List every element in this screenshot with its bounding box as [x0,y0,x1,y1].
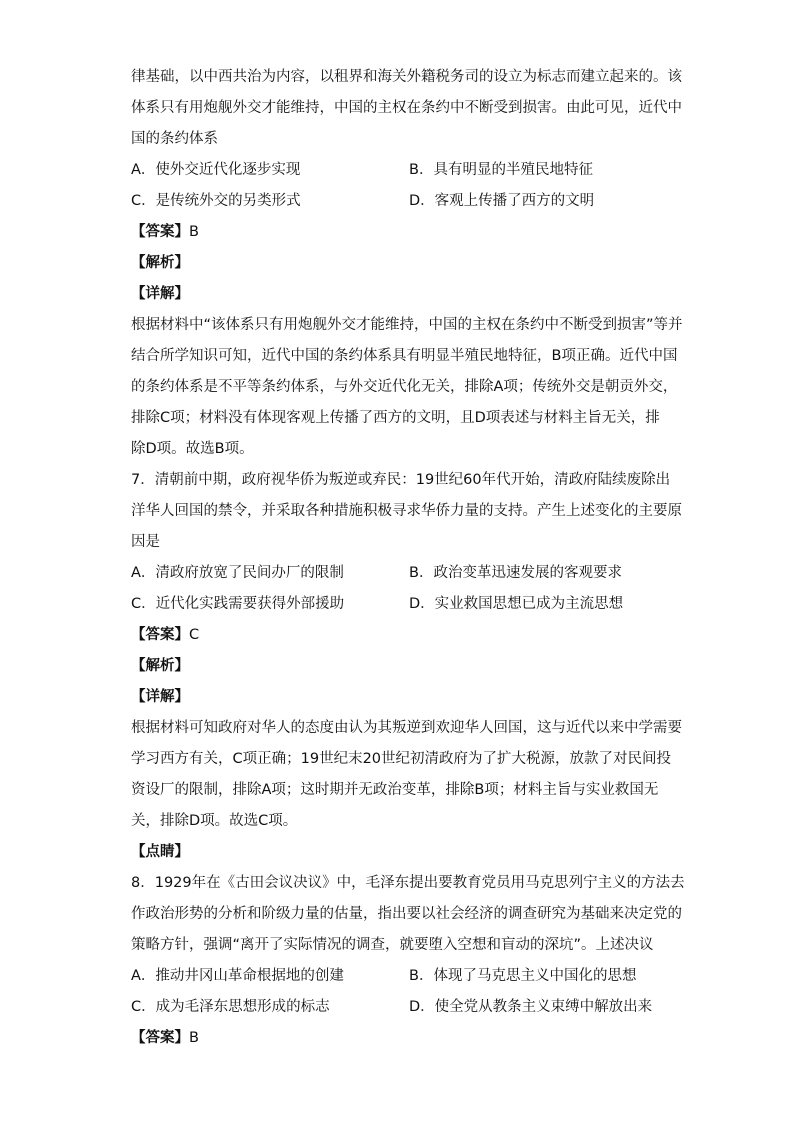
q7-option-b: B．政治变革迅速发展的客观要求 [409,565,622,581]
q6-detail-line-5: 除D项。故选B项。 [131,441,254,457]
q7-option-d: D．实业救国思想已成为主流思想 [409,596,624,612]
q8-stem-line-1: 8．1929年在《古田会议决议》中，毛泽东提出要教育党员用马克思列宁主义的方法去 [131,875,685,891]
q8-option-d: D．使全党从教条主义束缚中解放出来 [409,999,653,1015]
q6-stem-line-1: 律基础，以中西共治为内容，以租界和海关外籍税务司的设立为标志而建立起来的。该 [131,69,682,85]
q6-detail-label: 【详解】 [131,286,189,302]
q7-detail-line-2: 学习西方有关，C项正确；19世纪末20世纪初清政府为了扩大税源，放款了对民间投 [131,751,672,767]
q6-detail-line-4: 排除C项；材料没有体现客观上传播了西方的文明，且D项表述与材料主旨无关，排 [131,410,660,426]
q8-option-c: C．成为毛泽东思想形成的标志 [131,999,330,1015]
q6-detail-line-1: 根据材料中“该体系只有用炮舰外交才能维持，中国的主权在条约中不断受到损害”等并 [131,317,683,333]
q8-answer [131,1023,666,1054]
q6-stem-line-2: 体系只有用炮舰外交才能维持，中国的主权在条约中不断受到损害。由此可见，近代中 [131,100,682,116]
q7-detail-line-3: 资设厂的限制，排除A项；这时期并无政治变革，排除B项；材料主旨与实业救国无 [131,782,659,798]
q6-stem-line-3: 国的条约体系 [131,131,218,147]
q8-option-b: B．体现了马克思主义中国化的思想 [409,968,637,984]
q7-note-label: 【点睛】 [131,844,189,860]
q7-options-row-1 [131,558,666,589]
q7-stem-line-2: 洋华人回国的禁令，并采取各种措施积极寻求华侨力量的支持。产生上述变化的主要原 [131,503,682,519]
q8-option-a: A．推动井冈山革命根据地的创建 [131,968,344,984]
q8-answer-label: 【答案】 [131,1030,189,1046]
q7-stem-line-1: 7．清朝前中期，政府视华侨为叛逆或弃民：19世纪60年代开始，清政府陆续废除出 [131,472,671,488]
q7-detail-label: 【详解】 [131,689,189,705]
q7-answer [131,620,666,651]
q7-answer-label: 【答案】 [131,627,189,643]
q8-stem-line-2: 作政治形势的分析和阶级力量的估量，指出要以社会经济的调查研究为基础来决定党的 [131,906,682,922]
q6-analysis-label: 【解析】 [131,255,189,271]
q7-answer-value: C [189,627,200,643]
q6-answer-label: 【答案】 [131,224,189,240]
q6-detail-line-3: 的条约体系是不平等条约体系，与外交近代化无关，排除A项；传统外交是朝贡外交， [131,379,678,395]
q7-detail-line-1: 根据材料可知政府对华人的态度由认为其叛逆到欢迎华人回国，这与近代以来中学需要 [131,720,682,736]
q8-options-row-2 [131,992,666,1023]
q7-options-row-2 [131,589,666,620]
q6-option-d: D．客观上传播了西方的文明 [409,193,595,209]
q6-detail-line-2: 结合所学知识可知，近代中国的条约体系具有明显半殖民地特征，B项正确。近代中国 [131,348,678,364]
q7-option-a: A．清政府放宽了民间办厂的限制 [131,565,344,581]
q7-stem-line-3: 因是 [131,534,160,550]
q8-stem-line-3: 策略方针，强调“离开了实际情况的调查，就要堕入空想和盲动的深坑”。上述决议 [131,937,654,953]
q7-option-c: C．近代化实践需要获得外部援助 [131,596,345,612]
q6-options-row-1 [131,155,666,186]
q7-analysis-label: 【解析】 [131,658,189,674]
q6-options-row-2 [131,186,666,217]
page-content [131,62,685,1054]
q8-options-row-1 [131,961,666,992]
q7-detail-line-4: 关，排除D项。故选C项。 [131,813,298,829]
q8-answer-value: B [189,1030,199,1046]
q6-answer [131,217,666,248]
q6-option-a: A．使外交近代化逐步实现 [131,162,301,178]
q6-option-b: B．具有明显的半殖民地特征 [409,162,593,178]
q6-answer-value: B [189,224,199,240]
q6-option-c: C．是传统外交的另类形式 [131,193,301,209]
